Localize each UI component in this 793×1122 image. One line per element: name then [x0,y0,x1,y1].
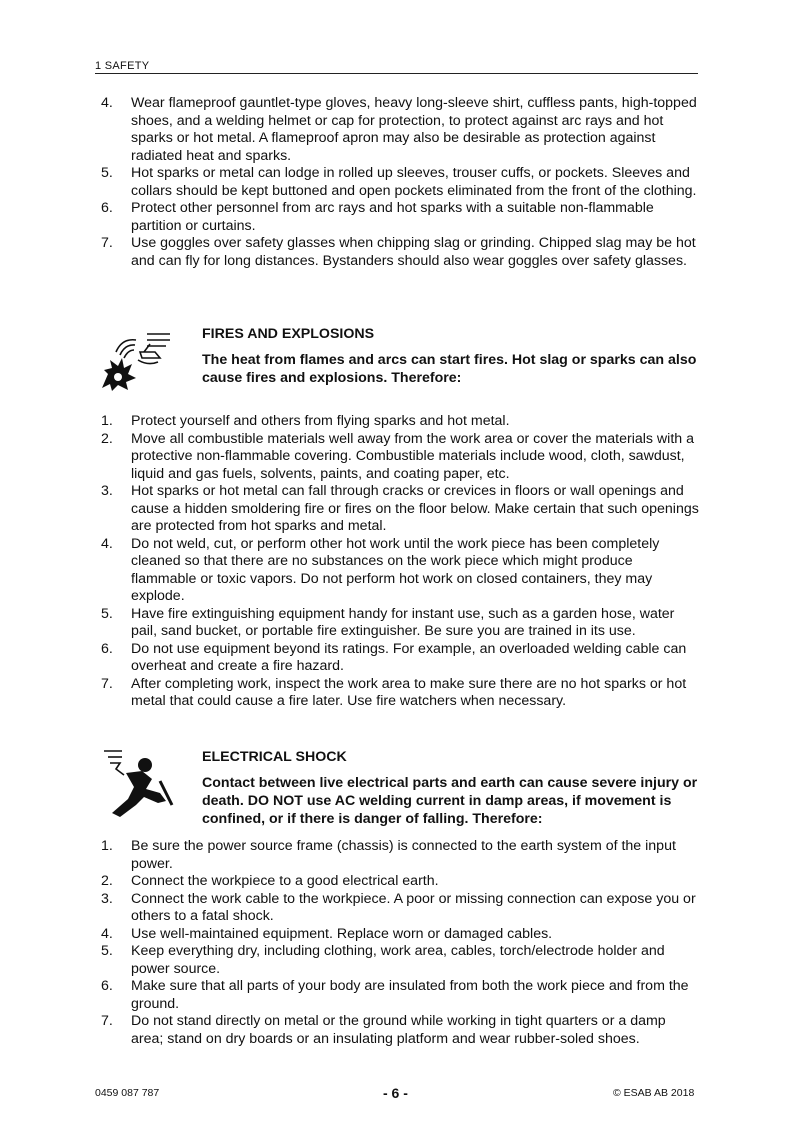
item-number: 7. [101,675,113,692]
item-number: 7. [101,1013,113,1029]
shock-warning: Contact between live electrical parts and earth can cause severe injury or death. DO NOT use AC welding current in damp areas, if movement is confined, or if there is danger of falling. Therefore: [202,775,698,827]
list-item [95,943,700,978]
item-text: Wear flameproof gauntlet-type gloves, heavy long-sleeve shirt, cuffless pants, high-topped shoes, and a welding helmet or cap for protection, to protect against arc rays and hot sparks or hot metal. A flameproof apron may also be desirable as protection against radiated heat and sparks. [131,95,697,164]
item-number: 6. [101,200,113,216]
fires-list [95,413,700,711]
list-item [95,235,700,270]
item-number: 1. [101,413,113,429]
item-number: 7. [101,235,113,251]
item-text: Hot sparks or metal can lodge in rolled up sleeves, trouser cuffs, or pockets. Sleeves and collars should be kept buttoned and open pockets eliminated from the front of the clothing. [131,165,697,199]
item-text: Have fire extinguishing equipment handy for instant use, such as a garden hose, water pail, sand bucket, or portable fire extinguisher. Be sure you are trained in its use. [131,605,675,639]
list-item [95,1013,700,1048]
item-text: Do not weld, cut, or perform other hot work until the work piece has been completely cleaned so that there are no substances on the work piece which might produce flammable or toxic vapors. Do not perform hot work on closed containers, they may explode. [131,535,660,604]
item-text: Move all combustible materials well away from the work area or cover the materials with a protective non-flammable covering. Combustible materials include wood, cloth, sawdust, liquid and gas fuels, solvents, paints, and coating paper, etc. [131,430,694,482]
item-number: 5. [101,605,113,622]
shock-title: ELECTRICAL SHOCK [202,749,347,765]
item-text: Protect other personnel from arc rays and hot sparks with a suitable non-flammable partition or curtains. [131,200,654,234]
item-number: 4. [101,925,113,942]
shock-section-header [202,748,702,828]
electric-shock-icon [98,745,176,820]
list-item [95,200,700,235]
fires-title: FIRES AND EXPLOSIONS [202,326,375,342]
item-text: Connect the workpiece to a good electrical earth. [131,873,439,889]
copyright: © ESAB AB 2018 [613,1087,695,1099]
item-number: 4. [101,535,113,552]
item-number: 6. [101,978,113,994]
list-item [95,676,700,711]
fire-explosion-icon [100,330,175,392]
protective-clothing-list [95,95,700,270]
item-text: Use well-maintained equipment. Replace worn or damaged cables. [131,925,553,942]
item-number: 1. [101,838,113,854]
shock-list [95,838,700,1048]
item-number: 6. [101,640,113,657]
item-text: Do not stand directly on metal or the ground while working in tight quarters or a damp area; stand on dry boards or an insulating platform and wear rubber-soled shoes. [131,1013,666,1047]
doc-number: 0459 087 787 [95,1087,160,1099]
list-item [95,838,700,873]
list-item [95,431,700,484]
list-item [95,95,700,165]
list-item [95,413,700,431]
item-text: Keep everything dry, including clothing, work area, cables, torch/electrode holder and power source. [131,943,665,977]
item-text: Be sure the power source frame (chassis) is connected to the earth system of the input power. [131,838,676,872]
list-item [95,536,700,606]
fires-section-header [202,325,702,387]
fires-warning: The heat from flames and arcs can start fires. Hot slag or sparks can also cause fires and explosions. Therefore: [202,352,697,386]
list-item [95,926,700,944]
list-item [95,873,700,891]
item-number: 3. [101,890,113,907]
list-item [95,483,700,536]
item-number: 2. [101,873,113,889]
item-text: Do not use equipment beyond its ratings. For example, an overloaded welding cable can overheat and create a fire hazard. [131,640,687,674]
item-text: Use goggles over safety glasses when chipping slag or grinding. Chipped slag may be hot and can fly for long distances. Bystanders should also wear goggles over safety glasses. [131,235,696,269]
list-item [95,165,700,200]
page-number: - 6 - [383,1085,408,1101]
item-number: 5. [101,165,113,181]
item-text: Hot sparks or hot metal can fall through cracks or crevices in floors or wall openings and cause a hidden smoldering fire or fires on the floor below. Make certain that such openings are protected from hot sparks and metal. [131,483,699,534]
item-text: Connect the work cable to the workpiece. A poor or missing connection can expose you or others to a fatal shock. [131,890,696,924]
list-item [95,641,700,676]
item-number: 2. [101,430,113,447]
item-text: After completing work, inspect the work area to make sure there are no hot sparks or hot metal that could cause a fire later. Use fire watchers when necessary. [131,675,687,709]
item-text: Make sure that all parts of your body are insulated from both the work piece and from the ground. [131,978,689,1012]
list-item [95,606,700,641]
section-header: 1 SAFETY [95,60,698,74]
item-text: Protect yourself and others from flying sparks and hot metal. [131,413,510,429]
item-number: 4. [101,95,113,111]
item-number: 3. [101,483,113,499]
list-item [95,891,700,926]
list-item [95,978,700,1013]
item-number: 5. [101,943,113,959]
